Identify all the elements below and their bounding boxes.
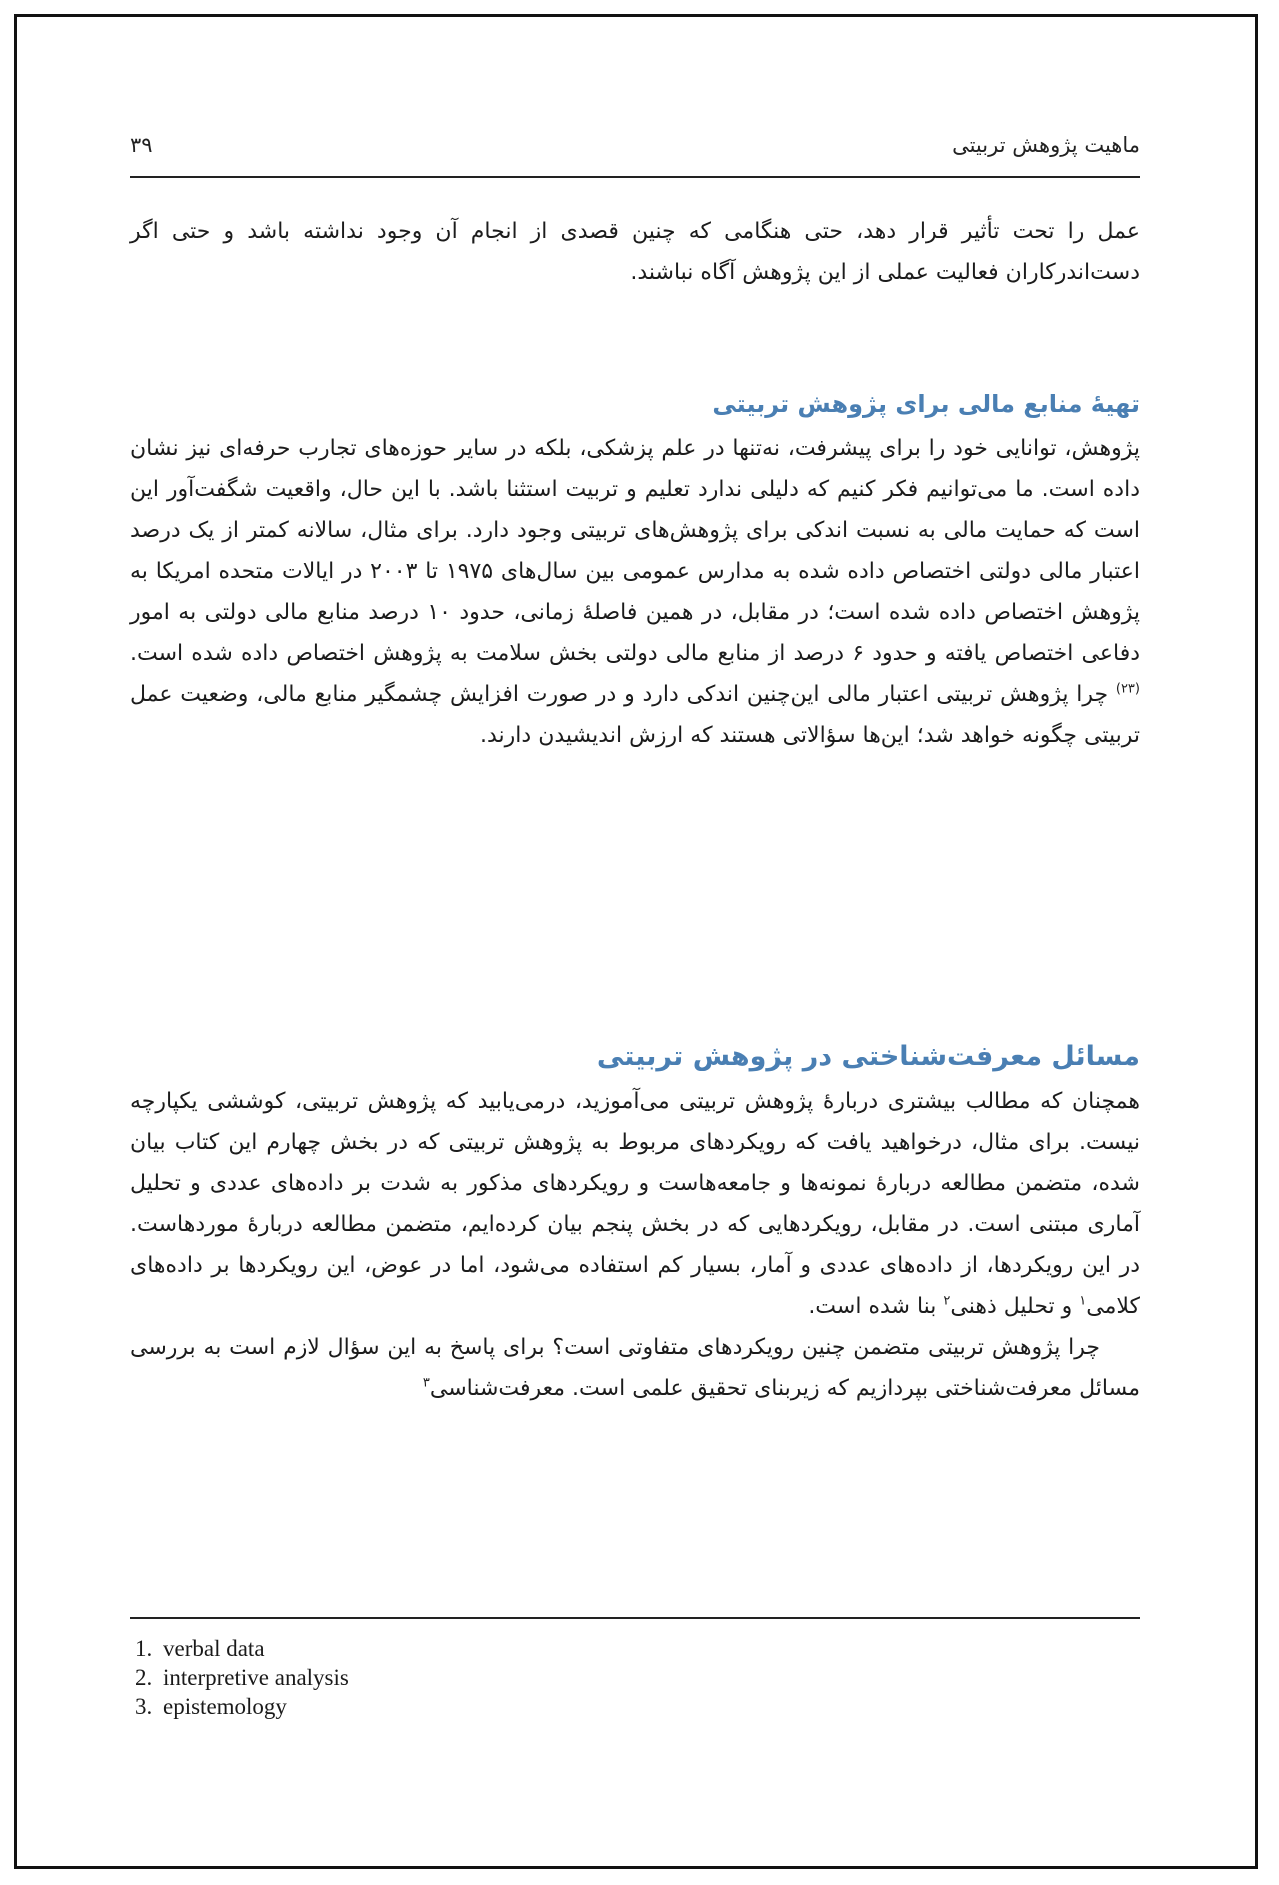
intro-text: عمل را تحت تأثیر قرار دهد، حتی هنگامی که چنین قصدی از انجام آن وجود نداشته باشد و حتی اگر دست‌اندرکاران فعالیت عملی از این پژوهش آگاه نباشند.	[130, 219, 1140, 285]
epistemology-p1-part1: همچنان که مطالب بیشتری دربارهٔ پژوهش تربیتی می‌آموزید، درمی‌یابید که پژوهش تربیتی، کوششی یکپارچه نیست. برای مثال، درخواهید یافت که رویکردهای مربوط به پژوهش تربیتی که در بخش چهارم این کتاب بیان شده، متضمن مطالعه دربارهٔ نمونه‌ها و جامعه‌هاست و رویکردهای مذکور به شدت بر داده‌های عددی و تحلیل آماری مبتنی است. در مقابل، رویکردهایی که در بخش پنجم بیان کرده‌ایم، متضمن مطالعه دربارهٔ موردهاست. در این رویکردها، از داده‌های عددی و آمار، بسیار کم استفاده می‌شود، اما در عوض، این رویکردها بر داده‌های کلامی	[130, 1089, 1140, 1319]
footnote-number: 1.	[135, 1636, 153, 1661]
epistemology-p1-part2: و تحلیل ذهنی	[950, 1294, 1080, 1319]
section-heading-epistemology: مسائل معرفت‌شناختی در پژوهش تربیتی	[596, 1041, 1140, 1072]
footnote-ref-3: ۳	[422, 1375, 430, 1391]
footnote-text: interpretive analysis	[163, 1665, 349, 1690]
funding-text-part2: چرا پژوهش تربیتی اعتبار مالی این‌چنین اندکی دارد و در صورت افزایش چشمگیر منابع مالی، وضعیت عمل تربیتی چگونه خواهد شد؛ این‌ها سؤالاتی هستند که ارزش اندیشیدن دارند.	[130, 682, 1140, 748]
epistemology-paragraphs	[130, 1081, 1140, 1409]
epistemology-p1-part3: بنا شده است.	[808, 1294, 944, 1319]
epistemology-paragraph-1	[130, 1081, 1140, 1327]
footnote-text: epistemology	[163, 1694, 287, 1719]
footnote-item	[135, 1663, 735, 1692]
intro-paragraph	[130, 211, 1140, 293]
epistemology-paragraph-2	[130, 1327, 1140, 1409]
footnotes	[135, 1634, 735, 1721]
footnote-item	[135, 1692, 735, 1721]
footnote-number: 3.	[135, 1694, 153, 1719]
footnote-number: 2.	[135, 1665, 153, 1690]
page-number: ۳۹	[130, 133, 153, 157]
footnote-rule	[130, 1617, 1140, 1619]
running-header	[130, 130, 1140, 170]
epistemology-p2-text: چرا پژوهش تربیتی متضمن چنین رویکردهای متفاوتی است؟ برای پاسخ به این سؤال لازم است به بررسی مسائل معرفت‌شناختی بپردازیم که زیربنای تحقیق علمی است. معرفت‌شناسی	[130, 1335, 1140, 1401]
funding-text	[130, 428, 1140, 756]
footnote-text: verbal data	[163, 1636, 265, 1661]
running-title: ماهیت پژوهش تربیتی	[952, 133, 1140, 157]
footnote-ref-2: ۲	[943, 1293, 951, 1309]
footnote-ref-1: ۱	[1079, 1293, 1087, 1309]
section-heading-funding: تهیهٔ منابع مالی برای پژوهش تربیتی	[712, 390, 1140, 418]
footnote-item	[135, 1634, 735, 1663]
funding-text-part1: پژوهش، توانایی خود را برای پیشرفت، نه‌تنها در علم پزشکی، بلکه در سایر حوزه‌های تجارب حرفه‌ای نیز نشان داده است. ما می‌توانیم فکر کنیم که دلیلی ندارد تعلیم و تربیت استثنا باشد. با این حال، واقعیت شگفت‌آور این است که حمایت مالی به نسبت اندکی برای پژوهش‌های تربیتی وجود دارد. برای مثال، سالانه کمتر از یک درصد اعتبار مالی دولتی اختصاص داده شده به مدارس عمومی بین سال‌های ۱۹۷۵ تا ۲۰۰۳ در ایالات متحده امریکا به پژوهش اختصاص داده شده است؛ در مقابل، در همین فاصلهٔ زمانی، حدود ۱۰ درصد منابع مالی دولتی به امور دفاعی اختصاص یافته و حدود ۶ درصد از منابع مالی دولتی بخش سلامت به پژوهش اختصاص داده شده است.	[130, 436, 1141, 666]
citation-marker: (۲۳)	[1115, 681, 1140, 697]
header-rule	[130, 176, 1140, 178]
funding-paragraph	[130, 428, 1140, 756]
